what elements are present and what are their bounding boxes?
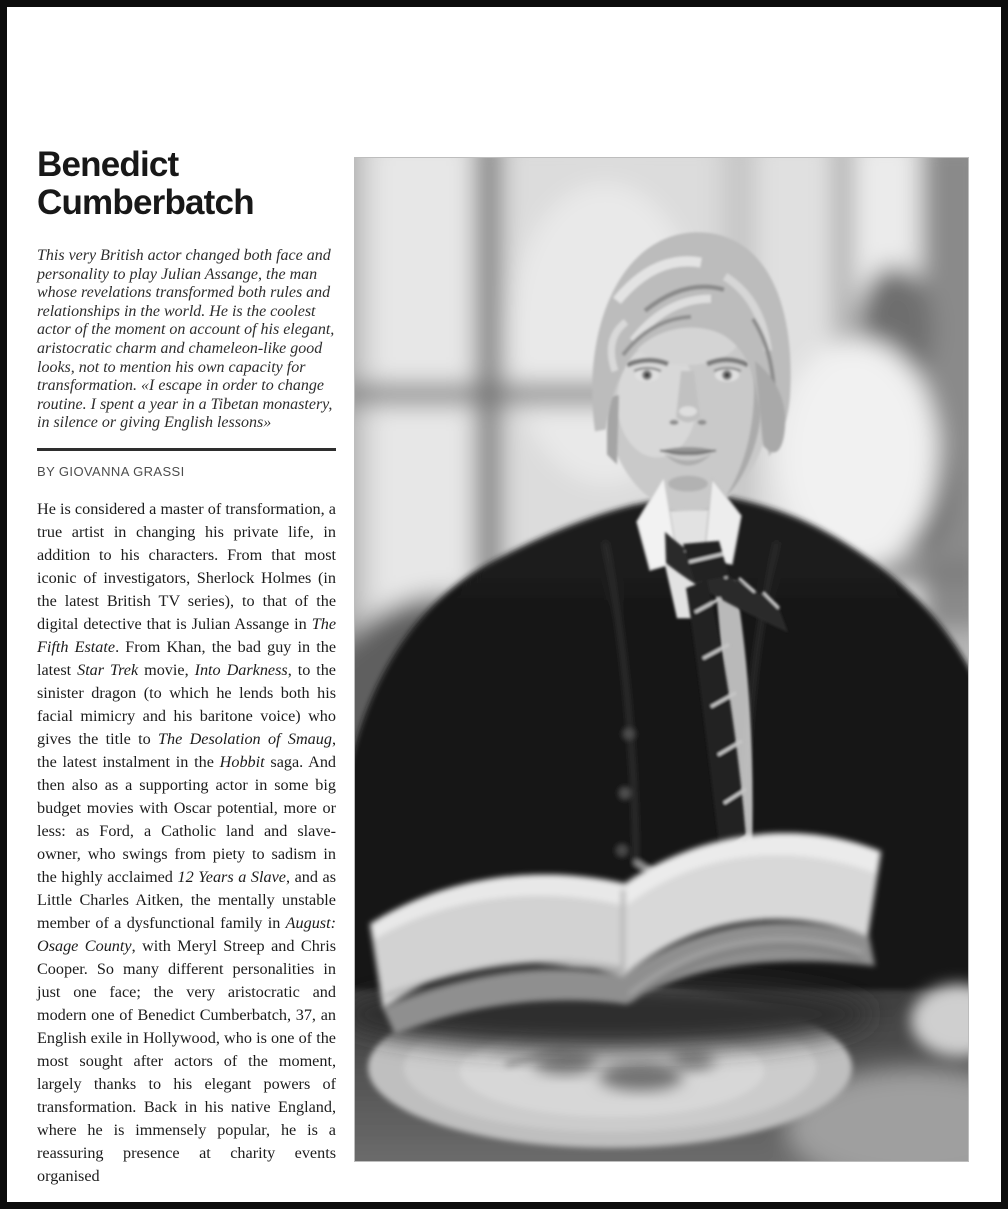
divider-rule (37, 448, 336, 451)
page-title-line2: Cumberbatch (37, 183, 254, 222)
article-column (37, 146, 336, 1188)
article-standfirst: This very British actor changed both face and personality to play Julian Assange, the man whose revelations transformed both rules and relationships in the world. He is the coolest actor of the moment on account of his elegant, aristocratic charm and chameleon-like good looks, not to mention his own capacity for transformation. «I escape in order to change routine. I spent a year in a Tibetan monastery, in silence or giving English lessons» (37, 247, 335, 432)
byline: BY GIOVANNA GRASSI (37, 463, 185, 479)
article-body: He is considered a master of transformation, a true artist in changing his private life, in addition to his characters. From that most iconic of investigators, Sherlock Holmes (in the latest British TV series), to that of the digital detective that is Julian Assange in The Fifth Estate. From Khan, the bad guy in the latest Star Trek movie, Into Darkness, to the sinister dragon (to which he lends both his facial mimicry and his baritone voice) who gives the title to The Desolation of Smaug, the latest instalment in the Hobbit saga. And then also as a supporting actor in some big budget movies with Oscar potential, more or less: as Ford, a Catholic land and slave-owner, who swings from piety to sadism in the highly acclaimed 12 Years a Slave, and as Little Charles Aitken, the mentally unstable member of a dysfunctional family in August: Osage County, with Meryl Streep and Chris Cooper. So many different personalities in just one face; the very aristocratic and modern one of Benedict Cumberbatch, 37, an English exile in Hollywood, who is one of the most sought after actors of the moment, largely thanks to his elegant powers of transformation. Back in his native England, where he is immensely popular, he is a reassuring presence at charity events organised (37, 499, 337, 1185)
page-title (37, 146, 336, 222)
page-title-line1: Benedict (37, 145, 179, 184)
portrait-photo-graphic (355, 158, 968, 1161)
portrait-photo (355, 158, 968, 1161)
